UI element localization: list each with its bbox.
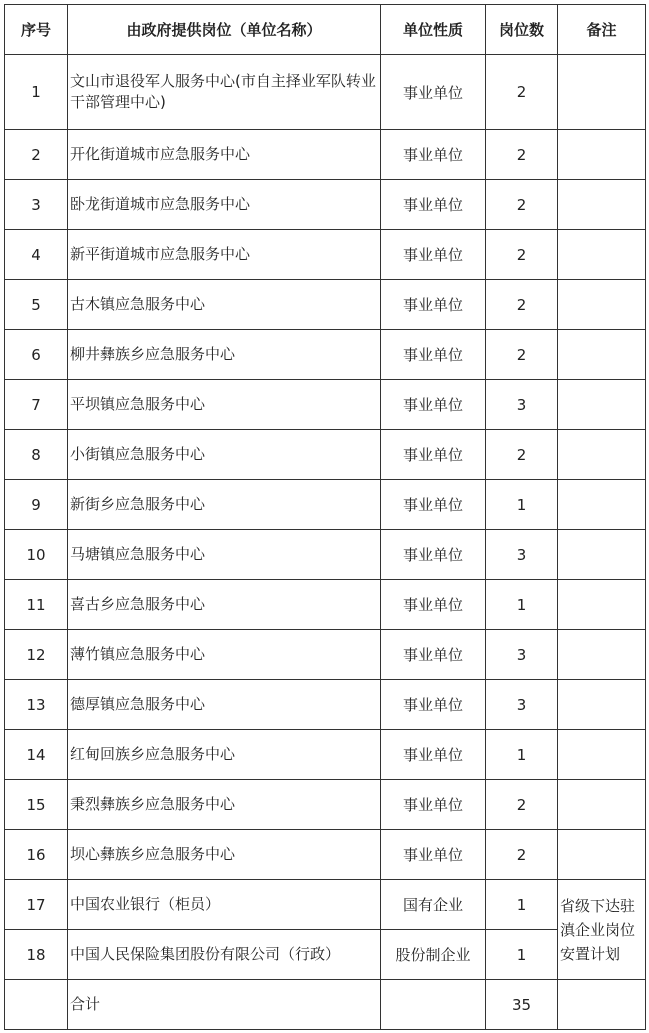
table-row [5,55,646,130]
cell-no: 3 [5,180,68,230]
cell-unit-type: 事业单位 [381,55,486,130]
table-row [5,330,646,380]
cell-unit-name: 坝心彝族乡应急服务中心 [68,830,381,880]
cell-unit-name: 喜古乡应急服务中心 [68,580,381,630]
cell-note [558,680,646,730]
cell-no: 5 [5,280,68,330]
cell-unit-type: 事业单位 [381,130,486,180]
cell-note [558,380,646,430]
cell-no: 6 [5,330,68,380]
cell-unit-type: 事业单位 [381,830,486,880]
cell-count: 2 [486,180,558,230]
table-row [5,880,646,930]
cell-note [558,580,646,630]
table-row [5,180,646,230]
cell-count: 3 [486,530,558,580]
cell-unit-name: 德厚镇应急服务中心 [68,680,381,730]
cell-unit-type: 事业单位 [381,480,486,530]
cell-count: 2 [486,330,558,380]
cell-no: 14 [5,730,68,780]
cell-count: 1 [486,730,558,780]
cell-no [5,980,68,1030]
cell-unit-type: 事业单位 [381,230,486,280]
cell-unit-name: 文山市退役军人服务中心(市自主择业军队转业干部管理中心) [68,55,381,130]
table-row [5,630,646,680]
cell-unit-name: 红甸回族乡应急服务中心 [68,730,381,780]
cell-note [558,730,646,780]
table-row [5,280,646,330]
cell-unit-type: 事业单位 [381,180,486,230]
header-row [5,5,646,55]
table-row [5,930,646,980]
total-label: 合计 [68,980,381,1030]
cell-note [558,280,646,330]
cell-unit-name: 新平街道城市应急服务中心 [68,230,381,280]
header-unit-type: 单位性质 [381,5,486,55]
cell-no: 2 [5,130,68,180]
cell-note [558,230,646,280]
cell-unit-type [381,980,486,1030]
cell-count: 2 [486,430,558,480]
cell-unit-type: 股份制企业 [381,930,486,980]
cell-count: 2 [486,830,558,880]
cell-no: 18 [5,930,68,980]
cell-unit-type: 事业单位 [381,730,486,780]
cell-unit-type: 事业单位 [381,430,486,480]
cell-unit-name: 马塘镇应急服务中心 [68,530,381,580]
cell-unit-type: 事业单位 [381,380,486,430]
cell-no: 15 [5,780,68,830]
cell-count: 1 [486,880,558,930]
cell-unit-name: 柳井彝族乡应急服务中心 [68,330,381,380]
total-count: 35 [486,980,558,1030]
cell-no: 17 [5,880,68,930]
positions-table [4,4,646,1030]
cell-no: 16 [5,830,68,880]
cell-unit-name: 薄竹镇应急服务中心 [68,630,381,680]
header-note: 备注 [558,5,646,55]
cell-note [558,980,646,1030]
cell-count: 2 [486,230,558,280]
cell-unit-type: 事业单位 [381,630,486,680]
total-row [5,980,646,1030]
cell-note [558,180,646,230]
table-row [5,730,646,780]
cell-no: 8 [5,430,68,480]
cell-count: 1 [486,930,558,980]
table-row [5,680,646,730]
cell-unit-type: 事业单位 [381,280,486,330]
cell-note [558,330,646,380]
cell-no: 13 [5,680,68,730]
cell-no: 1 [5,55,68,130]
cell-note [558,480,646,530]
cell-unit-name: 平坝镇应急服务中心 [68,380,381,430]
table-row [5,830,646,880]
header-unit-name: 由政府提供岗位（单位名称） [68,5,381,55]
cell-count: 2 [486,280,558,330]
table-row [5,480,646,530]
cell-count: 1 [486,480,558,530]
cell-no: 10 [5,530,68,580]
cell-count: 3 [486,630,558,680]
header-no: 序号 [5,5,68,55]
table-row [5,580,646,630]
cell-unit-type: 事业单位 [381,530,486,580]
table-row [5,780,646,830]
cell-note [558,630,646,680]
table-row [5,530,646,580]
cell-note-merged: 省级下达驻滇企业岗位安置计划 [558,880,646,980]
cell-unit-type: 事业单位 [381,780,486,830]
cell-note [558,430,646,480]
cell-unit-type: 事业单位 [381,580,486,630]
cell-count: 1 [486,580,558,630]
table-row [5,130,646,180]
cell-note [558,530,646,580]
cell-unit-name: 开化街道城市应急服务中心 [68,130,381,180]
cell-note [558,130,646,180]
cell-unit-name: 新街乡应急服务中心 [68,480,381,530]
cell-count: 3 [486,680,558,730]
cell-no: 12 [5,630,68,680]
cell-count: 2 [486,780,558,830]
cell-unit-name: 小街镇应急服务中心 [68,430,381,480]
cell-note [558,55,646,130]
header-position-count: 岗位数 [486,5,558,55]
cell-note [558,830,646,880]
cell-unit-name: 中国农业银行（柜员） [68,880,381,930]
cell-unit-type: 事业单位 [381,330,486,380]
cell-unit-name: 古木镇应急服务中心 [68,280,381,330]
cell-unit-name: 秉烈彝族乡应急服务中心 [68,780,381,830]
cell-no: 7 [5,380,68,430]
table-row [5,230,646,280]
cell-no: 11 [5,580,68,630]
table-row [5,380,646,430]
cell-no: 4 [5,230,68,280]
cell-no: 9 [5,480,68,530]
cell-count: 2 [486,130,558,180]
cell-count: 3 [486,380,558,430]
cell-unit-type: 事业单位 [381,680,486,730]
cell-unit-name: 卧龙街道城市应急服务中心 [68,180,381,230]
cell-unit-type: 国有企业 [381,880,486,930]
cell-unit-name: 中国人民保险集团股份有限公司（行政） [68,930,381,980]
cell-count: 2 [486,55,558,130]
table-row [5,430,646,480]
cell-note [558,780,646,830]
